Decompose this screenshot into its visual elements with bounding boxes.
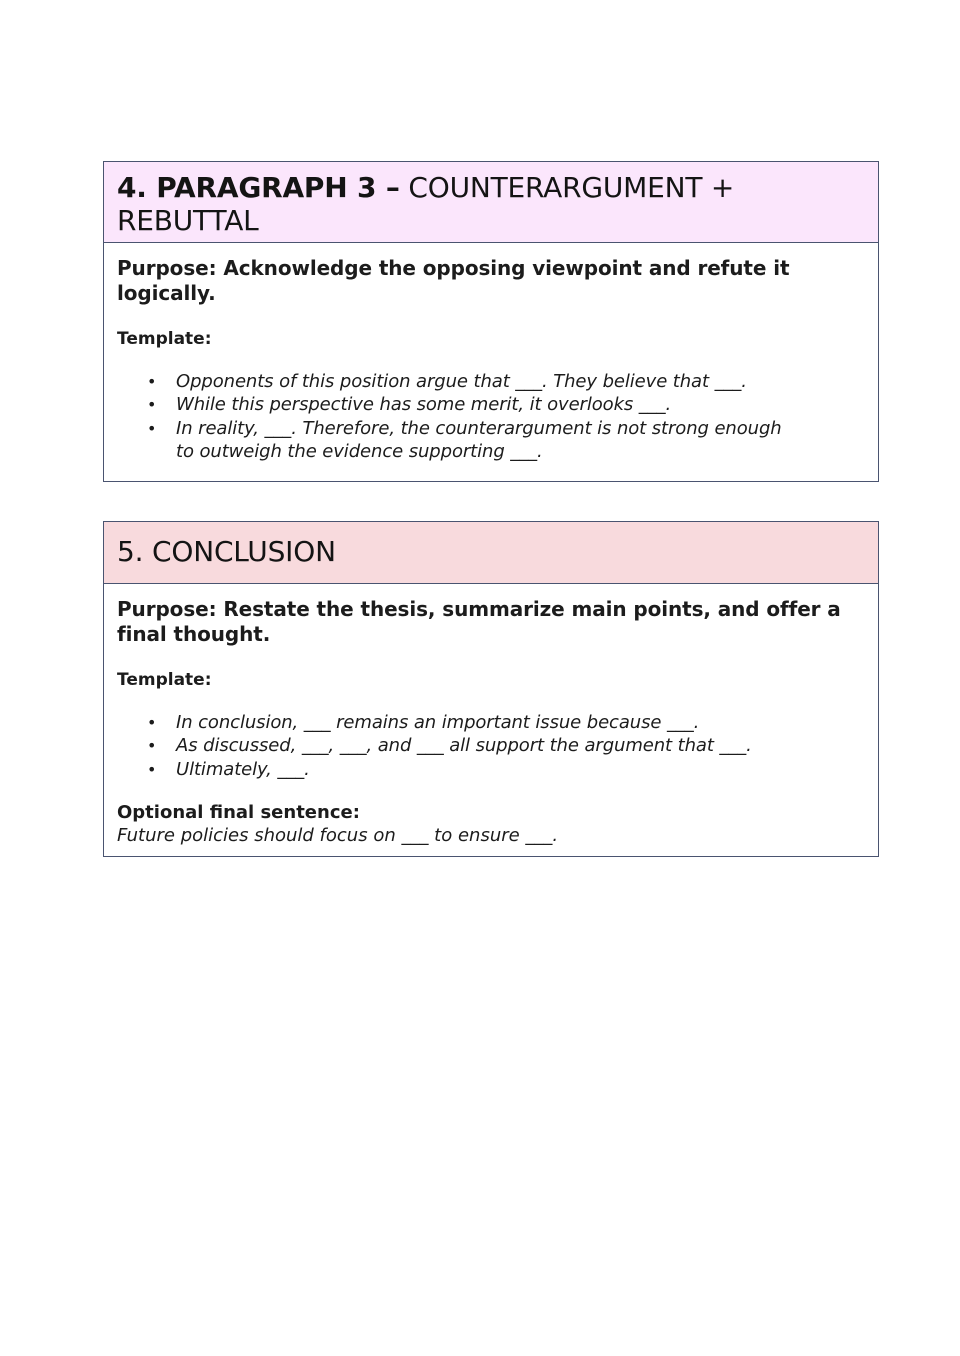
section-conclusion-card (103, 521, 879, 857)
section-heading-title: COUNTERARGUMENT + REBUTTAL (117, 171, 735, 237)
template-item (147, 417, 865, 464)
bullet-icon: • (147, 713, 157, 732)
template-item-text: While this perspective has some merit, it overlooks ___. (176, 394, 672, 416)
bullet-icon: • (147, 418, 157, 438)
template-item-text: As discussed, ___, ___, and ___ all support the argument that ___. (176, 735, 752, 757)
bullet-icon: • (147, 372, 157, 391)
optional-final-sentence-text: Future policies should focus on ___ to ensure ___. (117, 824, 559, 846)
template-list (117, 370, 865, 463)
template-item (147, 758, 865, 781)
section-heading (104, 162, 878, 243)
section-heading-title: 5. CONCLUSION (117, 535, 336, 568)
template-item-text: In reality, ___. Therefore, the counterargument is not strong enough to outweigh the evidence supporting ___. (176, 417, 782, 462)
template-item-text: Ultimately, ___. (176, 758, 310, 780)
template-item (147, 393, 865, 416)
optional-final-sentence-label: Optional final sentence: (117, 801, 360, 823)
template-item-text: In conclusion, ___ remains an important issue because ___. (176, 712, 700, 733)
template-label: Template: (117, 329, 212, 349)
template-item-text: Opponents of this position argue that ___. They believe that ___. (176, 371, 747, 392)
template-item (147, 711, 865, 734)
template-item (147, 734, 865, 757)
template-item (147, 370, 865, 393)
purpose-text: Purpose: Restate the thesis, summarize main points, and offer a final thought. (117, 597, 841, 646)
purpose-text: Purpose: Acknowledge the opposing viewpoint and refute it logically. (117, 256, 790, 305)
template-label: Template: (117, 670, 212, 690)
section-body (104, 243, 878, 473)
bullet-icon: • (147, 395, 157, 415)
section-paragraph-3-card (103, 161, 879, 482)
bullet-icon: • (147, 759, 157, 779)
template-list (117, 711, 865, 781)
section-heading (104, 522, 878, 584)
bullet-icon: • (147, 736, 157, 756)
section-heading-number: 4. PARAGRAPH 3 – (117, 171, 400, 204)
section-body (104, 584, 878, 857)
